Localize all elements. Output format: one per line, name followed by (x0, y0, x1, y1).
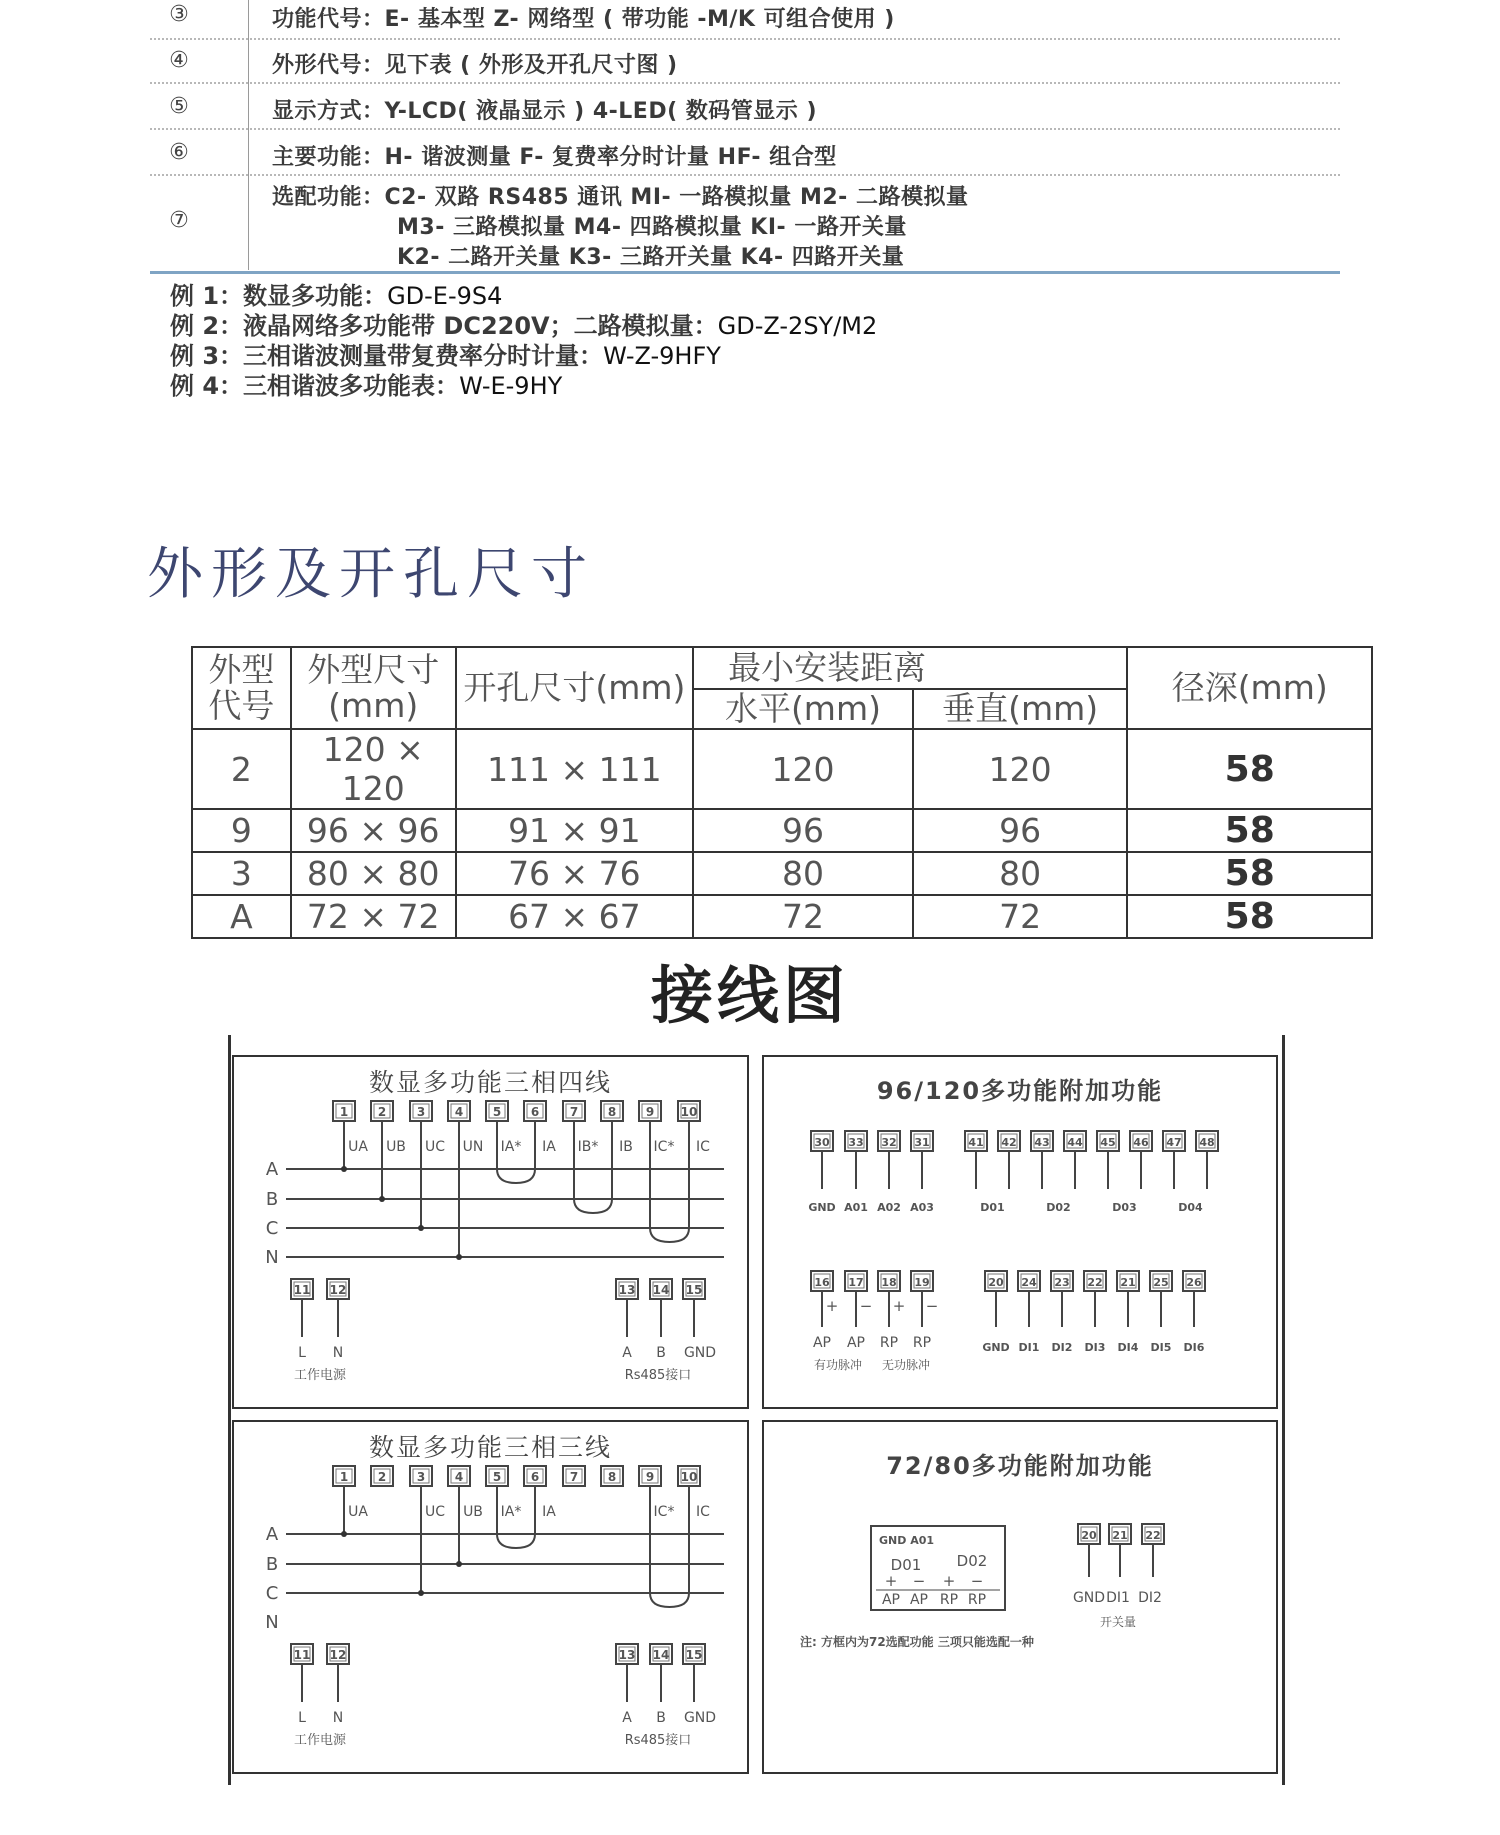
panel-three-phase-four-wire (232, 1055, 749, 1409)
rs485-label: A (622, 1710, 632, 1726)
header-code: 外型 代号 (192, 647, 291, 729)
terminal-number: 5 (492, 1105, 502, 1119)
channel-label: IA (542, 1139, 556, 1155)
spec-table-bottom-rule (150, 271, 1340, 274)
cell-vertical: 80 (913, 852, 1128, 895)
terminal-number: 22 (1087, 1276, 1103, 1289)
spec-text: 功能代号：E- 基本型 Z- 网络型 ( 带功能 -M/K 可组合使用 ) (272, 7, 895, 32)
output-label: D04 (1178, 1201, 1203, 1214)
header-cutout: 开孔尺寸(mm) (456, 647, 694, 729)
channel-label: IA* (500, 1504, 522, 1520)
panel-title: 数显多功能三相四线 (368, 1068, 612, 1097)
panel-96-120-extra-functions (762, 1055, 1278, 1409)
phase-label: B (265, 1554, 279, 1575)
output-label: D03 (1112, 1201, 1137, 1214)
terminal-number: 33 (848, 1136, 864, 1149)
spec-number: ⑤ (169, 94, 189, 119)
pulse-label: RP (967, 1592, 987, 1608)
channel-label: UC (424, 1139, 446, 1155)
option-box-top: GND A01 (879, 1534, 935, 1547)
input-label: DI3 (1084, 1341, 1106, 1354)
terminal-number: 7 (569, 1105, 579, 1119)
option-box-output: D01 (890, 1556, 922, 1574)
terminal-number: 24 (1021, 1276, 1037, 1289)
output-label: A02 (877, 1201, 901, 1214)
spec-text: 主要功能：H- 谐波测量 F- 复费率分时计量 HF- 组合型 (272, 145, 837, 170)
terminal-number: 4 (454, 1470, 464, 1484)
spec-row-4 (150, 40, 1340, 84)
spec-row-5 (150, 86, 1340, 130)
example-code: GD-Z-2SY/M2 (717, 312, 878, 340)
terminal-number: 9 (645, 1105, 655, 1119)
spec-row-6 (150, 132, 1340, 176)
terminal-number: 14 (652, 1648, 670, 1662)
channel-label: UN (462, 1139, 484, 1155)
switch-caption: 开关量 (1099, 1615, 1137, 1629)
input-label: GND (982, 1341, 1010, 1354)
pulse-label: RP (912, 1335, 932, 1351)
panel-title: 96/120多功能附加功能 (876, 1077, 1164, 1105)
junction-dot (456, 1561, 462, 1567)
table-row (192, 809, 1372, 852)
current-loop (650, 1593, 689, 1607)
pulse-label: AP (881, 1592, 901, 1608)
terminal-number: 3 (416, 1470, 426, 1484)
table-row (192, 895, 1372, 938)
channel-label: IC* (653, 1504, 675, 1520)
output-label: D02 (1046, 1201, 1071, 1214)
table-row (192, 729, 1372, 809)
input-label: DI1 (1106, 1590, 1130, 1606)
panel-72-80-extra-functions (762, 1420, 1278, 1774)
terminal-number: 12 (329, 1283, 347, 1297)
table-row (192, 852, 1372, 895)
rs485-caption: Rs485接口 (624, 1368, 692, 1383)
spec-text-line-3: K2- 二路开关量 K3- 三路开关量 K4- 四路开关量 (397, 245, 905, 270)
terminal-number: 16 (814, 1276, 830, 1289)
terminal-number: 15 (685, 1648, 703, 1662)
phase-label: A (265, 1159, 279, 1180)
channel-label: UA (348, 1139, 368, 1155)
dimensions-table (191, 646, 1373, 939)
terminal-number: 2 (377, 1470, 387, 1484)
channel-label: UB (463, 1504, 483, 1520)
header-vertical: 垂直(mm) (913, 689, 1128, 729)
junction-dot (341, 1166, 347, 1172)
cell-cutout: 91 × 91 (456, 809, 694, 852)
cell-cutout: 67 × 67 (456, 895, 694, 938)
cell-horizontal: 120 (693, 729, 913, 809)
spec-number: ⑦ (169, 208, 189, 233)
rs485-caption: Rs485接口 (624, 1733, 692, 1748)
terminal-number: 9 (645, 1470, 655, 1484)
terminal-number: 1 (339, 1470, 349, 1484)
junction-dot (418, 1590, 424, 1596)
pulse-label: RP (939, 1592, 959, 1608)
terminal-number: 13 (618, 1283, 636, 1297)
terminal-number: 10 (680, 1470, 698, 1484)
rs485-label: GND (683, 1345, 717, 1361)
rs485-label: A (622, 1345, 632, 1361)
spec-text-line-1: 选配功能：C2- 双路 RS485 通讯 MI- 一路模拟量 M2- 二路模拟量 (272, 185, 969, 210)
four-wire-schematic (234, 1057, 747, 1407)
terminal-number: 13 (618, 1648, 636, 1662)
example-code: GD-E-9S4 (387, 282, 503, 310)
spec-row-3 (150, 0, 1340, 40)
option-box-output: D02 (956, 1552, 988, 1570)
pulse-label: AP (812, 1335, 832, 1351)
channel-label: IA* (500, 1139, 522, 1155)
example-code: W-E-9HY (459, 372, 563, 400)
channel-label: IB* (577, 1139, 599, 1155)
power-label: L (298, 1345, 306, 1361)
junction-dot (456, 1254, 462, 1260)
terminal-number: 46 (1133, 1136, 1149, 1149)
spec-number: ③ (169, 2, 189, 27)
spec-row-7 (150, 176, 1340, 270)
junction-dot (341, 1531, 347, 1537)
extra-functions-72-schematic (764, 1422, 1276, 1772)
terminal-number: 22 (1145, 1529, 1161, 1542)
panel-title: 72/80多功能附加功能 (886, 1452, 1154, 1480)
terminal-number: 12 (329, 1648, 347, 1662)
terminal-number: 43 (1034, 1136, 1050, 1149)
channel-label: UC (424, 1504, 446, 1520)
output-label: D01 (980, 1201, 1005, 1214)
polarity-sign: + (892, 1297, 906, 1315)
terminal-number: 6 (530, 1105, 540, 1119)
terminal-number: 7 (569, 1470, 579, 1484)
terminal-number: 8 (607, 1470, 617, 1484)
channel-label: IB (619, 1139, 633, 1155)
terminal-number: 47 (1166, 1136, 1182, 1149)
cell-size: 120 × 120 (291, 729, 456, 809)
spec-text: 显示方式：Y-LCD( 液晶显示 ) 4-LED( 数码管显示 ) (272, 99, 818, 124)
cell-code: 3 (192, 852, 291, 895)
cell-depth: 58 (1127, 895, 1372, 938)
output-label: A01 (844, 1201, 868, 1214)
cell-size: 96 × 96 (291, 809, 456, 852)
polarity-sign: + (942, 1572, 956, 1590)
power-label: N (332, 1710, 344, 1726)
terminal-number: 19 (914, 1276, 930, 1289)
terminal-number: 14 (652, 1283, 670, 1297)
terminal-number: 42 (1001, 1136, 1017, 1149)
current-loop (497, 1169, 535, 1183)
cell-cutout: 76 × 76 (456, 852, 694, 895)
terminal-number: 45 (1100, 1136, 1116, 1149)
panel-title: 数显多功能三相三线 (368, 1433, 612, 1462)
polarity-sign: + (825, 1297, 839, 1315)
phase-label: A (265, 1524, 279, 1545)
cell-code: 9 (192, 809, 291, 852)
terminal-number: 11 (293, 1648, 311, 1662)
header-horizontal: 水平(mm) (693, 689, 913, 729)
input-label: DI4 (1117, 1341, 1139, 1354)
terminal-number: 3 (416, 1105, 426, 1119)
cell-depth: 58 (1127, 809, 1372, 852)
output-label: GND (808, 1201, 836, 1214)
polarity-sign: − (859, 1297, 873, 1315)
pulse-label: AP (909, 1592, 929, 1608)
cell-depth: 58 (1127, 729, 1372, 809)
power-caption: 工作电源 (293, 1368, 347, 1383)
rs485-label: B (656, 1345, 666, 1361)
channel-label: IA (542, 1504, 556, 1520)
cell-horizontal: 96 (693, 809, 913, 852)
example-4 (170, 366, 562, 401)
rs485-label: B (656, 1710, 666, 1726)
terminal-number: 44 (1067, 1136, 1083, 1149)
spec-text: 外形代号：见下表 ( 外形及开孔尺寸图 ) (272, 53, 678, 78)
current-loop (497, 1534, 535, 1548)
cell-size: 80 × 80 (291, 852, 456, 895)
spec-text-line-2: M3- 三路模拟量 M4- 四路模拟量 KI- 一路开关量 (397, 215, 907, 240)
three-wire-schematic (234, 1422, 747, 1772)
cell-vertical: 96 (913, 809, 1128, 852)
input-label: DI2 (1051, 1341, 1073, 1354)
terminal-number: 23 (1054, 1276, 1070, 1289)
terminal-number: 18 (881, 1276, 897, 1289)
terminal-number: 17 (848, 1276, 864, 1289)
terminal-number: 15 (685, 1283, 703, 1297)
terminal-number: 21 (1112, 1529, 1128, 1542)
example-label: 例 1：数显多功能： (170, 282, 388, 310)
junction-dot (379, 1196, 385, 1202)
terminal-number: 20 (1081, 1529, 1097, 1542)
terminal-number: 21 (1120, 1276, 1136, 1289)
junction-dot (418, 1225, 424, 1231)
phase-label: N (265, 1612, 279, 1633)
terminal-number: 5 (492, 1470, 502, 1484)
input-label: DI1 (1018, 1341, 1040, 1354)
rs485-label: GND (683, 1710, 717, 1726)
input-label: DI6 (1183, 1341, 1205, 1354)
cell-horizontal: 72 (693, 895, 913, 938)
cell-code: 2 (192, 729, 291, 809)
power-label: N (332, 1345, 344, 1361)
example-label: 例 3：三相谐波测量带复费率分时计量： (170, 342, 604, 370)
terminal-number: 32 (881, 1136, 897, 1149)
polarity-sign: − (970, 1572, 984, 1590)
input-label: GND (1072, 1590, 1106, 1606)
output-label: A03 (910, 1201, 934, 1214)
power-caption: 工作电源 (293, 1733, 347, 1748)
cell-horizontal: 80 (693, 852, 913, 895)
current-loop (650, 1228, 689, 1242)
channel-label: IC* (653, 1139, 675, 1155)
terminal-number: 31 (914, 1136, 930, 1149)
polarity-sign: − (925, 1297, 939, 1315)
pulse-caption: 无功脉冲 (881, 1358, 931, 1372)
terminal-number: 25 (1153, 1276, 1169, 1289)
channel-label: IC (696, 1139, 710, 1155)
input-label: DI5 (1150, 1341, 1172, 1354)
dimensions-heading: 外形及开孔尺寸 (147, 542, 595, 607)
terminal-number: 11 (293, 1283, 311, 1297)
current-loop (574, 1199, 612, 1213)
panel-three-phase-three-wire (232, 1420, 749, 1774)
phase-label: C (265, 1583, 279, 1604)
terminal-number: 6 (530, 1470, 540, 1484)
header-depth: 径深(mm) (1127, 647, 1372, 729)
polarity-sign: − (912, 1572, 926, 1590)
terminal-number: 48 (1199, 1136, 1215, 1149)
channel-label: IC (696, 1504, 710, 1520)
wiring-heading: 接线图 (650, 959, 849, 1032)
terminal-number: 10 (680, 1105, 698, 1119)
power-label: L (298, 1710, 306, 1726)
cell-vertical: 72 (913, 895, 1128, 938)
pulse-caption: 有功脉冲 (813, 1358, 863, 1372)
header-size: 外型尺寸 (mm) (291, 647, 456, 729)
terminal-number: 4 (454, 1105, 464, 1119)
phase-label: N (265, 1247, 279, 1268)
cell-code: A (192, 895, 291, 938)
cell-depth: 58 (1127, 852, 1372, 895)
terminal-number: 26 (1186, 1276, 1202, 1289)
cell-size: 72 × 72 (291, 895, 456, 938)
option-note: 注: 方框内为72选配功能 三项只能选配一种 (800, 1635, 1034, 1649)
cell-vertical: 120 (913, 729, 1128, 809)
extra-functions-schematic (764, 1057, 1276, 1407)
terminal-number: 2 (377, 1105, 387, 1119)
channel-label: UA (348, 1504, 368, 1520)
phase-label: C (265, 1218, 279, 1239)
example-label: 例 2：液晶网络多功能带 DC220V；二路模拟量： (170, 312, 718, 340)
terminal-number: 8 (607, 1105, 617, 1119)
terminal-number: 20 (988, 1276, 1004, 1289)
spec-number: ⑥ (169, 140, 189, 165)
spec-number: ④ (169, 48, 189, 73)
phase-label: B (265, 1189, 279, 1210)
input-label: DI2 (1138, 1590, 1162, 1606)
terminal-number: 30 (814, 1136, 830, 1149)
example-label: 例 4：三相谐波多功能表： (170, 372, 460, 400)
cell-cutout: 111 × 111 (456, 729, 694, 809)
header-min-distance: 最小安装距离 (693, 647, 1127, 689)
pulse-label: AP (846, 1335, 866, 1351)
channel-label: UB (386, 1139, 406, 1155)
example-code: W-Z-9HFY (603, 342, 721, 370)
terminal-number: 1 (339, 1105, 349, 1119)
polarity-sign: + (884, 1572, 898, 1590)
pulse-label: RP (879, 1335, 899, 1351)
terminal-number: 41 (968, 1136, 984, 1149)
